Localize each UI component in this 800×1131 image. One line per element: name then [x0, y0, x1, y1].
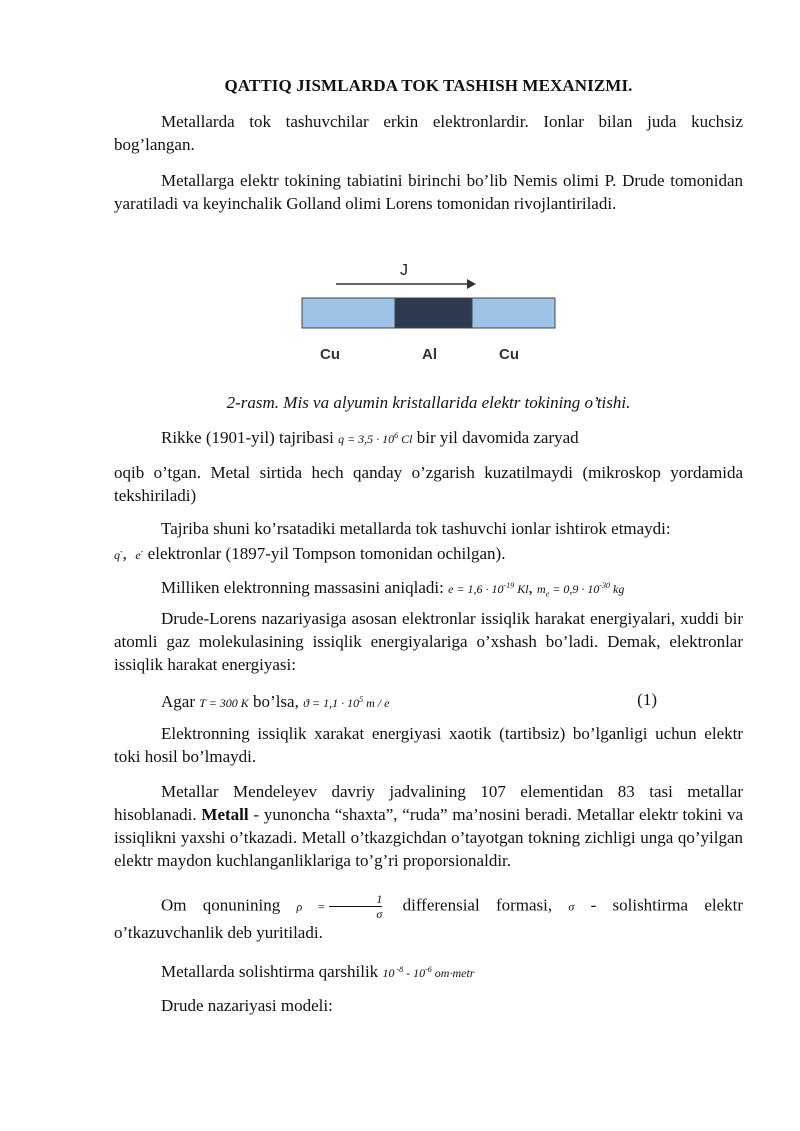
paragraph-2: Metallarga elektr tokining tabiatini birinchi bo’lib Nemis olimi P. Drude tomonidan yaratiladi va keyinchalik Golland olimi Lorens tomonidan rivojlantiriladi.	[114, 171, 743, 213]
formula-q: $q = 3,5 \cdot 10^6$ Cl	[338, 431, 413, 446]
formula-v: $ϑ = 1,1 \cdot 10^5$ m / e	[303, 695, 390, 710]
paragraph-1: Metallarda tok tashuvchilar erkin elektronlardir. Ionlar bilan juda kuchsiz bog’langan.	[114, 112, 743, 154]
paragraph-7: Drude-Lorens nazariyasiga asosan elektronlar issiqlik harakat energiyalari, xuddi bir atomli gaz molekulasining issiqlik energiyalariga o’xshash bo’ladi. Demak, elektronlar issiqlik harakat energiyasi:	[114, 609, 743, 674]
paragraph-om: Om qonunining ρ = $\frac{1}{\sigma}$ differensial formasi, σ - solishtirma elektr o’tkazuvchanlik deb yuritiladi.	[114, 892, 744, 942]
cu-block-left	[302, 298, 395, 328]
al-block	[395, 298, 472, 328]
label-cu-right: Cu	[499, 346, 519, 363]
paragraph-4: oqib o’tgan. Metal sirtida hech qanday o’zgarish kuzatilmaydi (mikroskop yordamida tekshiriladi)	[114, 463, 743, 505]
paragraph-13: Drude nazariyasi modeli:	[161, 996, 333, 1015]
figure-cu-al-cu	[300, 258, 558, 368]
label-al: Al	[422, 346, 437, 363]
paragraph-resist: Metallarda solishtirma qarshilik 10 $^{-8} - 10^{-6}$ om·metr	[161, 962, 475, 981]
formula-me: $m_e = 0,9 \cdot 10^{-30}$ kg	[537, 581, 625, 599]
label-cu-left: Cu	[320, 346, 340, 363]
figure-diagram	[300, 258, 558, 368]
symbol-sigma: σ	[568, 899, 575, 914]
formula-resistivity: 10 $^{-8} - 10^{-6}$ om·metr	[382, 965, 475, 980]
paragraph-9: Elektronning issiqlik xarakat energiyasi xaotik (tartibsiz) bo’lganligi uchun elektr toki hosil bo’lmaydi.	[114, 724, 743, 766]
cu-block-right	[472, 298, 555, 328]
formula-t: T = 300 K	[199, 696, 249, 710]
equation-number: (1)	[637, 690, 657, 709]
paragraph-millikan: Milliken elektronning massasini aniqladi: $e = 1,6 \cdot 10^{-19}$ Kl, $m_e = 0,9 \cdot 10^{-30}$ kg	[161, 578, 625, 599]
paragraph-5: Tajriba shuni ko’rsatadiki metallarda tok tashuvchi ionlar ishtirok etmaydi: q-, e- elektronlar (1897-yil Tompson tomonidan ochilgan).	[114, 519, 671, 563]
page-title: QATTIQ JISMLARDA TOK TASHISH MEXANIZMI.	[224, 76, 633, 95]
paragraph-rikke: Rikke (1901-yil) tajribasi $q = 3,5 \cdot 10^6$ Cl bir yil davomida zaryad	[161, 428, 579, 447]
current-arrow-head	[467, 279, 476, 289]
formula-rho: ρ =	[296, 899, 326, 914]
fraction-1-over-sigma: $\frac{1}{\sigma}$	[329, 892, 382, 921]
paragraph-agar: Agar T = 300 K bo’lsa, $ϑ = 1,1 \cdot 10^5$ m / e (1)	[161, 690, 657, 711]
figure-caption: 2-rasm. Mis va alyumin kristallarida elektr tokining o’tishi.	[226, 393, 631, 412]
current-label-j: J	[400, 262, 408, 279]
formula-e: $e = 1,6 \cdot 10^{-19}$ Kl	[448, 581, 529, 596]
paragraph-10: Metallar Mendeleyev davriy jadvalining 107 elementidan 83 tasi metallar hisoblanadi. Metall - yunoncha “shaxta”, “ruda” ma’nosini beradi. Metallar elektr tokini va issiqlikni yaxshi o’tkazadi. Metall o’tkazgichdan o’tayotgan tokning zichligi unga qo’yilgan elektr maydon kuchlanganliklariga to’g’ri proporsionaldir.	[114, 782, 743, 870]
